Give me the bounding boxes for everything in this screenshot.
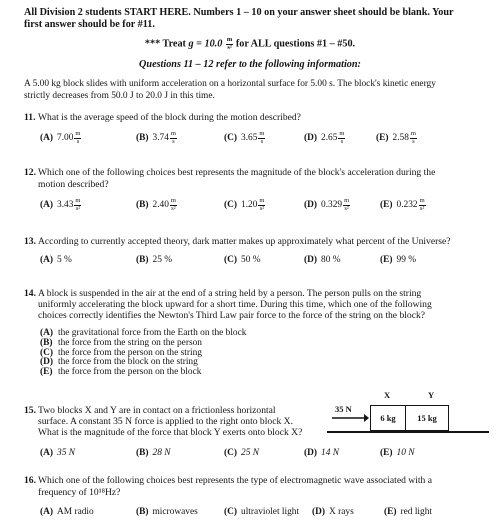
question-text-line-3: What is the magnitude of the force that block Y exerts onto block X? (38, 427, 303, 438)
unit-fraction: $\frac{m}{s}$ (339, 130, 345, 145)
choice-d: (D) the force from the block on the string (40, 357, 198, 368)
choice-a: (A) 7.00 $\frac{m}{s}$ (40, 130, 81, 145)
question-text-line-3: choices correctly identifies the Newton's Third Law pair force to the force of the string on the block? (38, 310, 426, 321)
choice-d: (D) 0.329 $\frac{m}{\text{s²}}$ (304, 197, 350, 212)
choice-b: (B) 2.40 $\frac{m}{\text{s²}}$ (136, 197, 176, 212)
question-text: What is the average speed of the block during the motion described? (38, 112, 301, 123)
question-text-line-2: frequency of 10¹⁸Hz? (38, 487, 121, 498)
unit-fraction: $\frac{m}{\text{s²}}$ (170, 197, 176, 212)
question-text-line-1: Two blocks X and Y are in contact on a frictionless horizontal (38, 405, 276, 416)
question-text-line-1: Which one of the following choices best represents the magnitude of the block's acceleration during the (38, 167, 436, 178)
division-instruction-line-1: All Division 2 students START HERE. Numbers 1 – 10 on your answer sheet should be blank. Your (24, 7, 454, 18)
force-arrow-icon (330, 410, 370, 424)
treat-suffix: for ALL questions #1 – #50. (235, 38, 356, 50)
unit-fraction: $\frac{m}{s}$ (259, 130, 265, 145)
unit-fraction: $\frac{m}{s}$ (410, 130, 416, 145)
question-text-line-2: surface. A constant 35 N force is applied to the right onto block X. (38, 416, 293, 427)
answer-list (40, 329, 246, 378)
choice-a: (A) 3.43 $\frac{m}{\text{s²}}$ (40, 197, 81, 212)
unit-fraction: $\frac{m}{s}$ (75, 130, 81, 145)
block-y: 15 kg (405, 405, 449, 431)
choice-a: (A) the gravitational force from the Earth on the block (40, 328, 247, 338)
choice-c: (C) 50 % (224, 255, 261, 265)
question-number: 15. (24, 405, 36, 416)
info-line-2: strictly decreases from 50.0 J to 20.0 J in this time. (24, 91, 215, 101)
choice-c: (C) 25 N (224, 448, 259, 458)
choice-a: (A) 5 % (40, 255, 72, 265)
question-number: 14. (24, 288, 36, 299)
choice-b: (B) 3.74 $\frac{m}{s}$ (136, 130, 176, 145)
choice-b: (B) 25 % (136, 255, 173, 265)
g-unit: $\frac{m}{\text{s²}}$ (226, 36, 233, 51)
question-number: 12. (24, 167, 36, 178)
choice-e: (E) 99 % (380, 255, 417, 265)
choice-e: (E) 10 N (380, 448, 415, 458)
choice-d: (D) 80 % (304, 255, 341, 265)
gravity-instruction (0, 37, 500, 51)
question-text: According to currently accepted theory, dark matter makes up approximately what percent of the Universe? (38, 236, 451, 247)
unit-fraction: $\frac{m}{s}$ (170, 130, 176, 145)
choice-d: (D) 2.65 $\frac{m}{s}$ (304, 130, 345, 145)
question-number: 13. (24, 236, 36, 247)
block-x: 6 kg (370, 405, 406, 431)
block-y-label: Y (428, 390, 435, 400)
choice-b: (B) microwaves (136, 507, 198, 517)
unit-fraction: $\frac{m}{\text{s²}}$ (419, 197, 425, 212)
force-label: 35 N (335, 404, 352, 414)
division-instruction-line-2: first answer should be for #11. (24, 19, 155, 30)
info-line-1: A 5.00 kg block slides with uniform acceleration on a horizontal surface for 5.00 s. The block's kinetic energy (24, 79, 436, 89)
question-text-line-2: uniformly accelerating the block upward for a short time. During this time, which one of the following (38, 299, 432, 310)
block-x-label: X (384, 390, 391, 400)
question-text-line-2: motion described? (38, 179, 109, 190)
choice-e: (E) 2.58 $\frac{m}{s}$ (376, 130, 416, 145)
choice-c: (C) the force from the person on the string (40, 347, 202, 358)
unit-fraction: $\frac{m}{\text{s²}}$ (259, 197, 265, 212)
questions-refer-heading: Questions 11 – 12 refer to the following information: (139, 59, 361, 70)
question-number: 11. (24, 112, 36, 123)
choice-e: (E) the force from the person on the block (40, 367, 202, 378)
treat-g: g = 10.0 (188, 38, 223, 50)
choice-e: (E) red light (384, 507, 433, 517)
choice-c: (C) 3.65 $\frac{m}{s}$ (224, 130, 265, 145)
choice-b: (B) 28 N (136, 448, 171, 458)
frictionless-surface (327, 431, 489, 433)
choice-e: (E) 0.232 $\frac{m}{\text{s²}}$ (380, 197, 425, 212)
choice-a: (A) AM radio (40, 507, 94, 517)
choice-a: (A) 35 N (40, 448, 75, 458)
question-text-line-1: Which one of the following choices best represents the type of electromagnetic wave associated with a (38, 475, 432, 486)
choice-b: (B) the force from the string on the person (40, 337, 202, 348)
choice-d: (D) 14 N (304, 448, 339, 458)
question-number: 16. (24, 475, 36, 486)
unit-fraction: $\frac{m}{\text{s²}}$ (75, 197, 81, 212)
choice-c: (C) ultraviolet light (224, 507, 300, 517)
choice-d: (D) X rays (312, 507, 354, 517)
question-text-line-1: A block is suspended in the air at the end of a string held by a person. The person pulls on the string (38, 288, 422, 299)
choice-c: (C) 1.20 $\frac{m}{\text{s²}}$ (224, 197, 265, 212)
treat-prefix: *** Treat (144, 38, 186, 50)
unit-fraction: $\frac{m}{\text{s²}}$ (344, 197, 350, 212)
